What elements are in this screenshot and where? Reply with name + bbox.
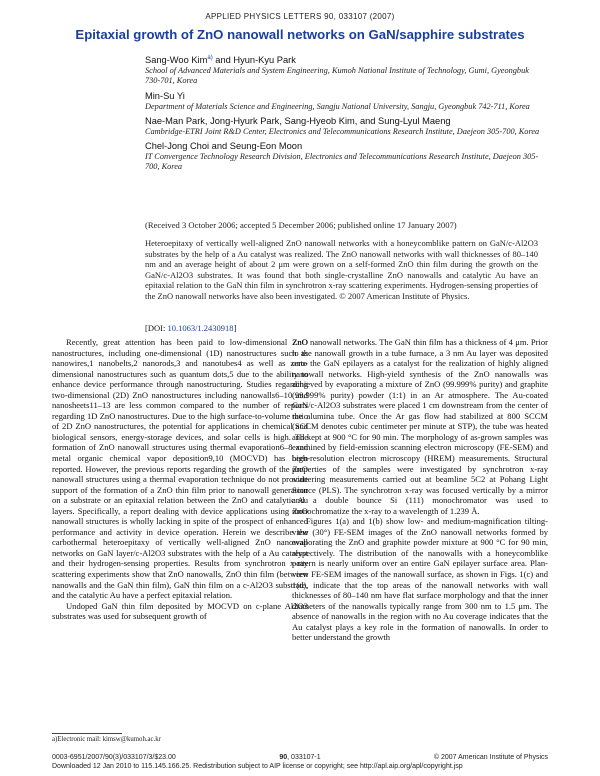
affiliation: School of Advanced Materials and System Engineering, Kumoh National Institute of Technology, Gumi, Gyeongbuk 730-701, Korea	[145, 66, 529, 86]
footer-page: , 033107-1	[287, 754, 321, 761]
abstract: Heteroepitaxy of vertically well-aligned ZnO nanowall networks with a honeycomblike pattern on GaN/c-Al2O3 substrates by the help of a Au catalyst was realized. The ZnO nanowall networks with wall thicknesses of 80–140 nm and an average height of about 2 μm were grown on a self-formed ZnO thin film during the growth on the GaN/c-Al2O3 substrates. It was found that both single-crystalline ZnO nanowalls and catalytic Au have an epitaxial relation to the GaN thin film in synchrotron x-ray scattering experiments. Hydrogen-sensing properties of the ZnO nanowall networks have also been investigated. © 2007 American Institute of Physics.	[145, 238, 538, 301]
author-line	[145, 52, 545, 66]
author-names-continued: and Hyun-Kyu Park	[212, 55, 296, 66]
doi-link[interactable]: 10.1063/1.2430918	[167, 323, 234, 333]
affiliation: Department of Materials Science and Engineering, Sangju National University, Sangju, Gyeongbuk 742-711, Korea	[145, 101, 530, 111]
body-paragraph: Undoped GaN thin film deposited by MOCVD on c-plane Al2O3 substrates was used for subsequent growth of	[52, 600, 308, 622]
received-dates: (Received 3 October 2006; accepted 5 December 2006; published online 17 January 2007)	[145, 220, 457, 230]
body-column-right	[292, 337, 548, 643]
author-line: Chel-Jong Choi and Seung-Eon Moon	[145, 140, 303, 151]
footnote: a)Electronic mail: kimsw@kumoh.ac.kr	[52, 736, 161, 743]
footnote-mark[interactable]: a)	[207, 55, 213, 61]
affiliation: IT Convergence Technology Research Division, Electronics and Telecommunications Research Institute, Daejeon 305-700, Korea	[145, 151, 539, 172]
doi-line	[145, 323, 236, 333]
download-notice: Downloaded 12 Jan 2010 to 115.145.166.25. Redistribution subject to AIP license or copyright; see http://apl.aip.org/apl/copyright.jsp	[52, 763, 463, 770]
author-line: Min-Su Yi	[145, 90, 185, 101]
body-paragraph: ZnO nanowall networks. The GaN thin film has a thickness of 4 μm. Prior to the nanowall growth in a tube furnace, a 3 nm Au layer was deposited onto the GaN epilayers as a catalyst for the realization of highly aligned nanowall networks. High-yield synthesis of the ZnO nanowalls was achieved by evaporating a mixture of ZnO (99.999% purity) and graphite (99.999% purity) powder (1:1) in an Ar atmosphere. The Au-coated GaN/c-Al2O3 substrates were placed 1 cm downstream from the center of the alumina tube. Once the Ar gas flow had stabilized at 800 SCCM (SCCM denotes cubic centimeter per minute at STP), the tube was heated and kept at 900 °C for 90 min. The morphology of as-grown samples was examined by field-emission scanning electron microscopy (FE-SEM) and high-resolution electron microscopy (HREM) measurements. Structural properties of the samples were investigated by synchrotron x-ray scattering measurements carried out at beamline 5C2 at Pohang Light Source (PLS). The synchrotron x-ray was focused vertically by a mirror and a double bounce Si (111) monochromator was used to monochromatize the x-ray to a wavelength of 1.239 Å.	[292, 337, 548, 516]
body-paragraph: Recently, great attention has been paid to low-dimensional ZnO nanostructures, including one-dimensional (1D) nanostructures such as nanowires,1 nanobelts,2 nanorods,3 and nanotubes4 as well as zero-dimensional nanostructures such as quantum dots,5 due to the ability to enhance device performance through nanostructuring. Studies regarding two-dimensional (2D) ZnO nanostructures including nanowalls6–10 and nanosheets11–13 are less common compared to the number of reports regarding 1D ZnO nanostructures. Due to the high surface-to-volume ratio of 2D ZnO nanostructures, the potential for applications in chemical and biological sensors, energy-storage devices, and solar cells is high. The formation of ZnO nanowall structures using thermal evaporation6–8 and metal organic chemical vapor deposition9,10 (MOCVD) has been reported. However, the previous reports regarding the growth of the ZnO nanowall structures using a thermal evaporation technique do not provide support of the formation of a ZnO thin film prior to nanowall generation on a substrate or an epitaxial relation between the ZnO and catalytic Au layers. Specifically, a report dealing with device applications using ZnO nanowall structures is wholly lacking in spite of the prospect of enhanced performance and activity in device operation. Herein we describe the carbothermal heteroepitaxy of vertically well-aligned ZnO nanowall networks on GaN layer/c-Al2O3 substrates with the help of a Au catalyst and their hydrogen-sensing properties. Results from synchrotron x-ray scattering experiments show that ZnO nanowalls, ZnO thin film (between nanowalls and the GaN thin film), GaN thin film on a c-Al2O3 substrate, and the catalytic Au have a perfect epitaxial relation.	[52, 337, 308, 601]
author-names: Sang-Woo Kim	[145, 55, 208, 66]
paper-title: Epitaxial growth of ZnO nanowall networks on GaN/sapphire substrates	[75, 27, 525, 42]
doi-suffix: ]	[233, 323, 237, 333]
footer-volume: 90	[279, 754, 288, 761]
footer-issn: 0003-6951/2007/90(3)/033107/3/$23.00	[52, 754, 176, 761]
doi-prefix: [DOI:	[145, 323, 168, 333]
body-paragraph: Figures 1(a) and 1(b) show low- and medium-magnification tilting-view (30°) FE-SEM images of the ZnO nanowall networks formed by evaporating the ZnO and graphite powder mixture at 900 °C for 90 min, respectively. The distribution of the nanowalls with a honeycomblike pattern is nearly uniform over an entire GaN epilayer surface area. Plan-view FE-SEM images of the nanowall surface, as shown in Figs. 1(c) and 1(d), indicate that the top areas of the nanowall networks with wall thicknesses of 80–140 nm have flat surface morphology and that the inner diameters of the nanowalls typically range from 300 nm to 1.5 μm. The absence of nanowalls in the region with no Au coverage indicates that the Au catalyst plays a key role in the formation of nanowalls. In order to better understand the growth	[292, 516, 548, 643]
footer-copyright: © 2007 American Institute of Physics	[433, 754, 548, 761]
author-block	[145, 49, 545, 172]
author-line: Nae-Man Park, Jong-Hyurk Park, Sang-Hyeob Kim, and Sung-Lyul Maeng	[145, 115, 451, 126]
body-column-left	[52, 337, 308, 622]
footnote-divider	[52, 733, 122, 734]
affiliation: Cambridge-ETRI Joint R&D Center, Electronics and Telecommunications Research Institute, Daejeon 305-700, Korea	[145, 126, 540, 136]
running-head: APPLIED PHYSICS LETTERS 90, 033107 (2007)	[205, 12, 395, 21]
